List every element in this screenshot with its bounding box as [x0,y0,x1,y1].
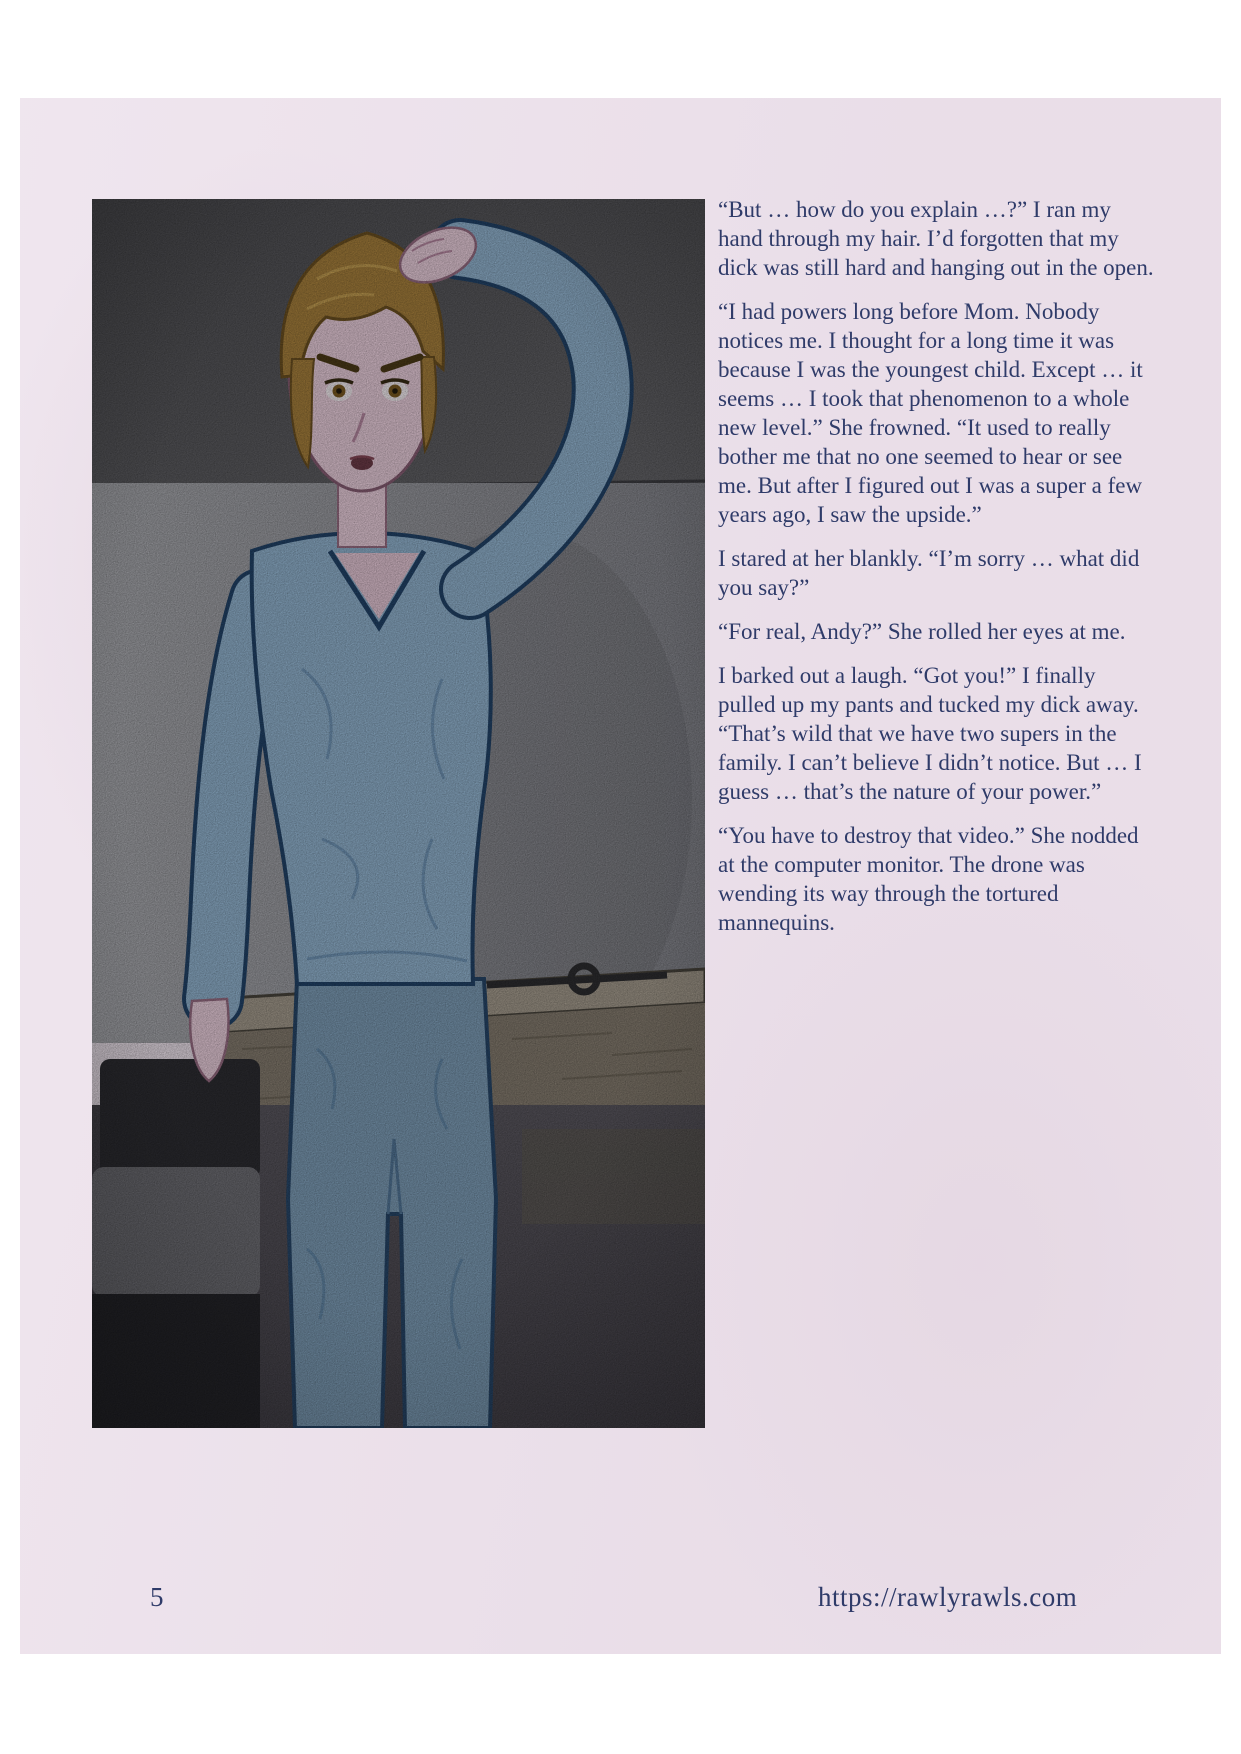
story-text-column [718,195,1156,952]
page-number: 5 [150,1582,164,1612]
story-paragraph: “I had powers long before Mom. Nobody notices me. I thought for a long time it was because I was the youngest child. Except … it seems … I took that phenomenon to a whole new level.” She frowned. “It used to really bother me that no one seemed to hear or see me. But after I figured out I was a super a few years ago, I saw the upside.” [718,299,1143,527]
comic-panel-illustration [92,199,705,1428]
story-paragraph: “But … how do you explain …?” I ran my hand through my hair. I’d forgotten that my dick was still hard and hanging out in the open. [718,197,1154,280]
story-paragraph: “You have to destroy that video.” She nodded at the computer monitor. The drone was wending its way through the tortured mannequins. [718,823,1139,935]
story-paragraph: “For real, Andy?” She rolled her eyes at me. [718,619,1126,644]
footer-url[interactable]: https://rawlyrawls.com [818,1582,1078,1612]
story-paragraph: I stared at her blankly. “I’m sorry … what did you say?” [718,546,1140,600]
story-paragraph: I barked out a laugh. “Got you!” I finally pulled up my pants and tucked my dick away. “That’s wild that we have two supers in the family. I can’t believe I didn’t notice. But … I guess … that’s the nature of your power.” [718,663,1142,804]
page [20,98,1221,1654]
